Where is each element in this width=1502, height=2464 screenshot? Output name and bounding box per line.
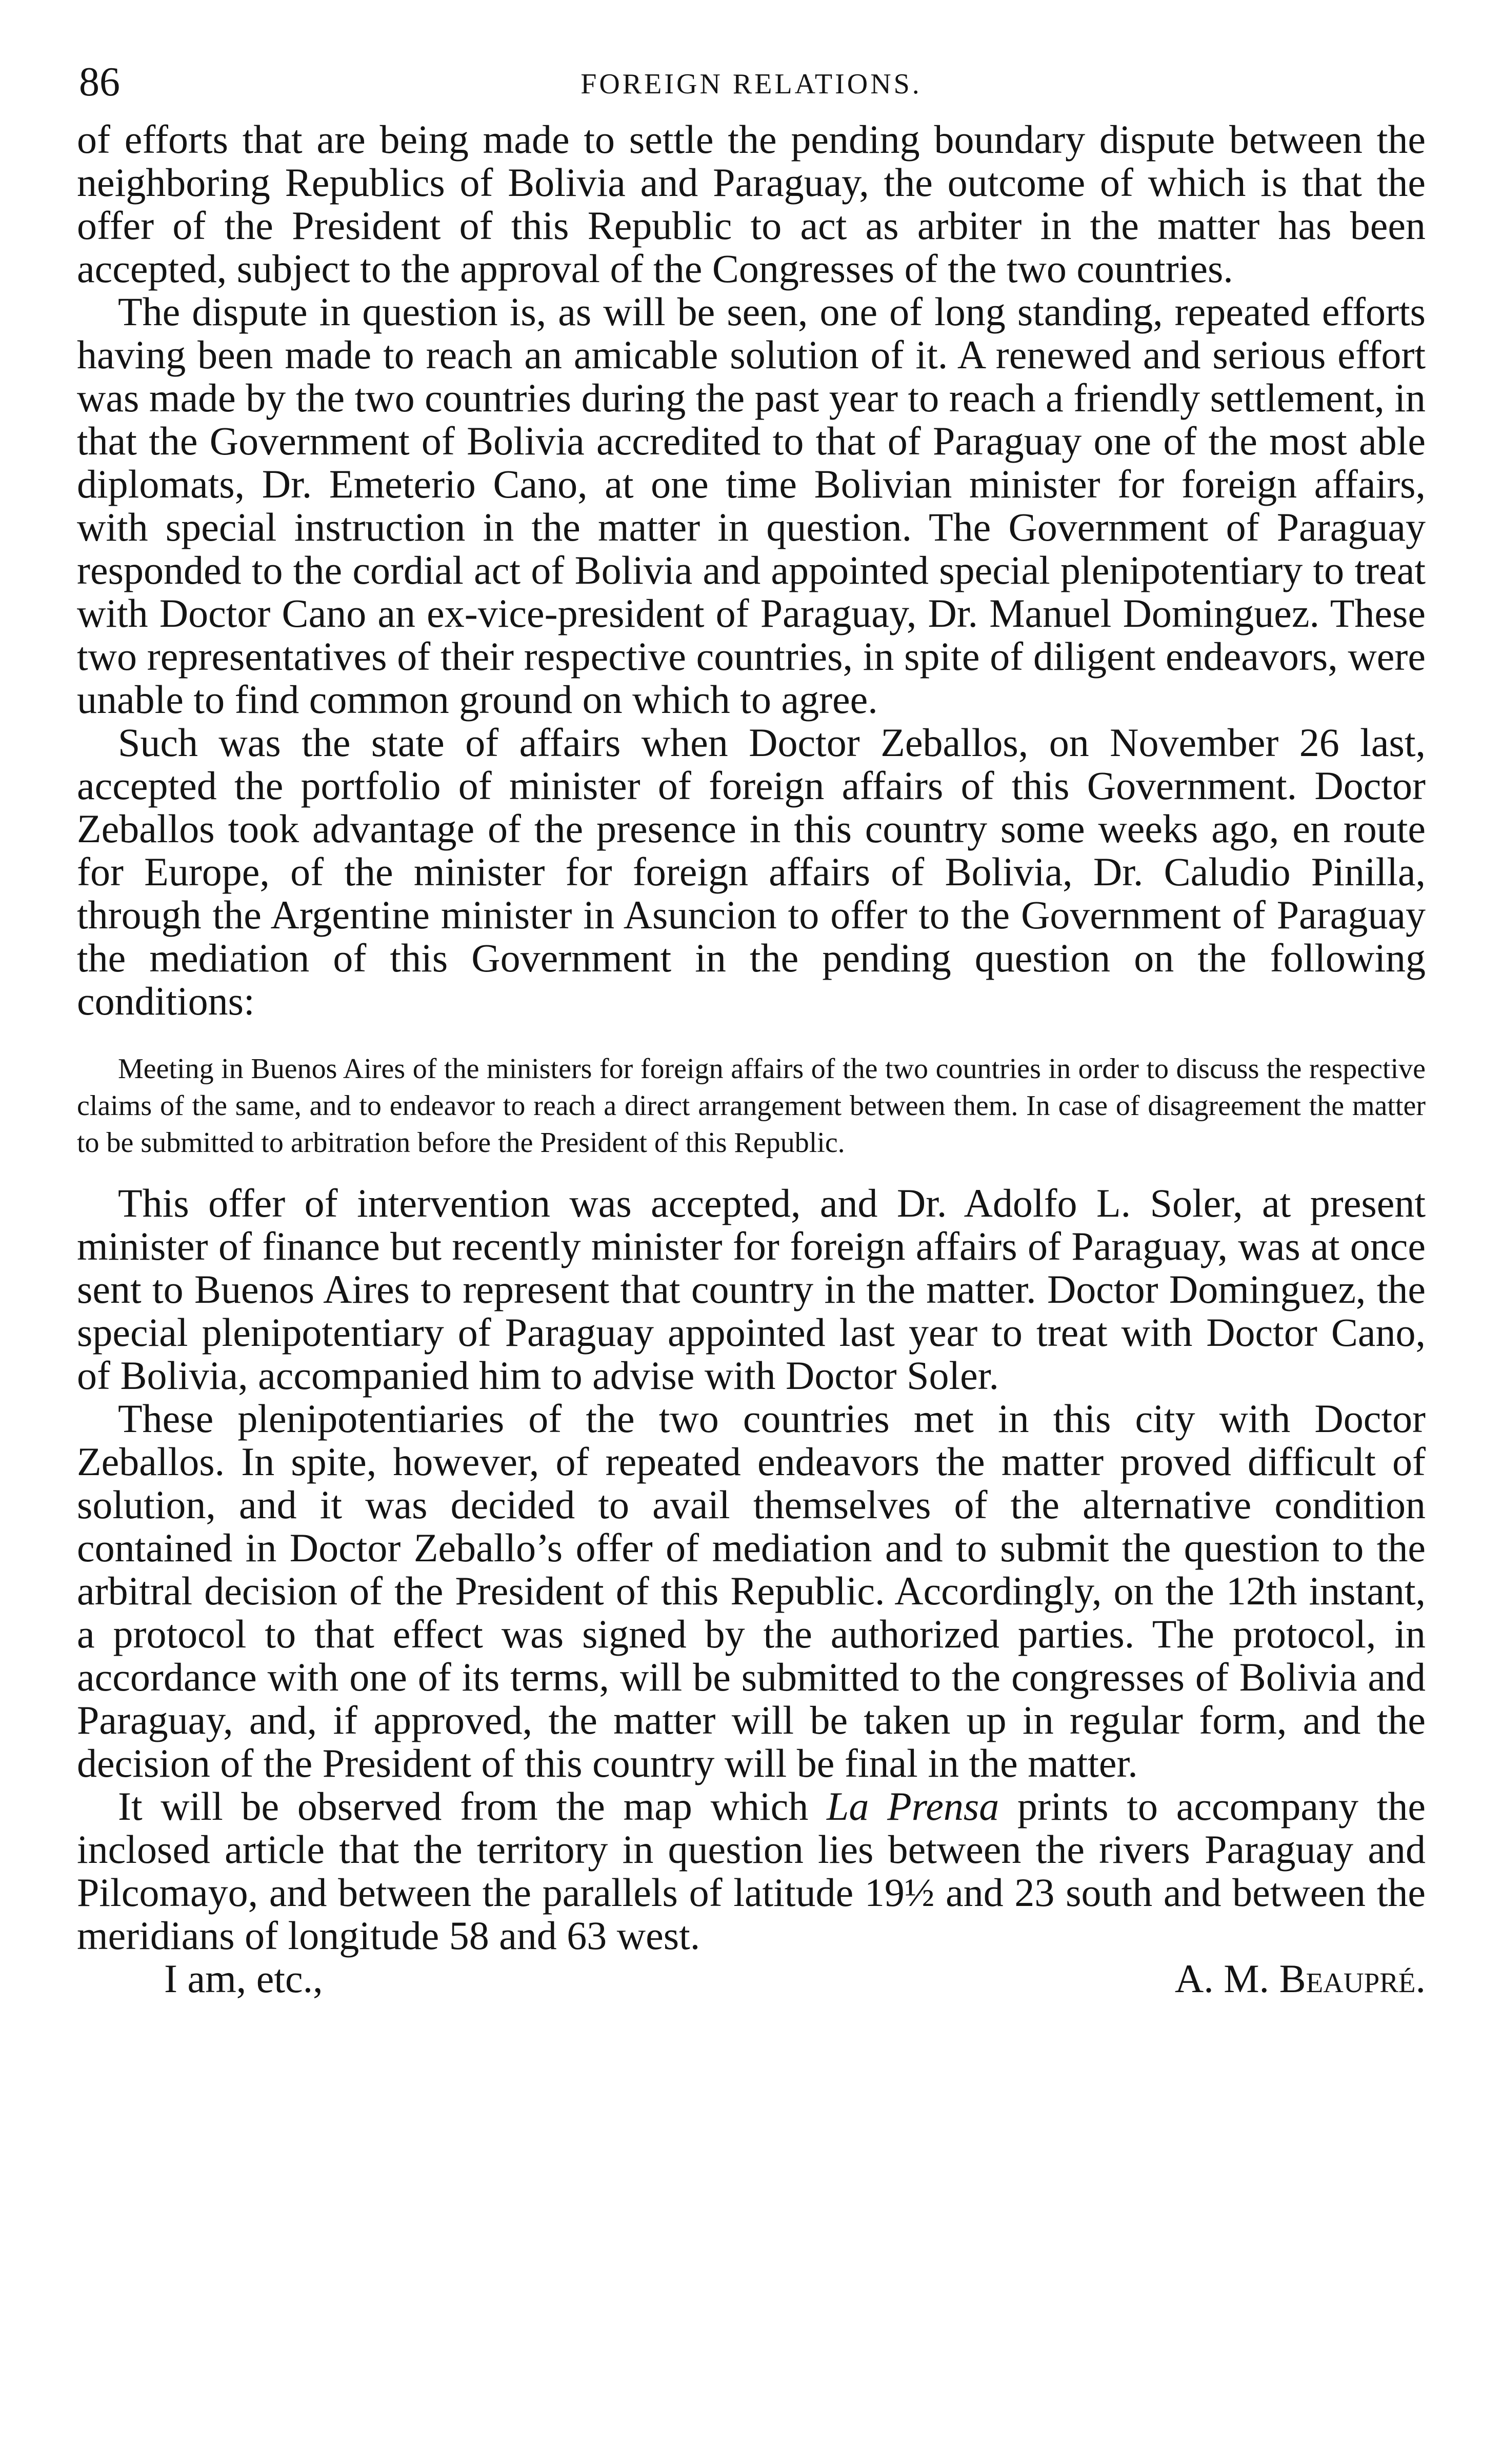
body-text [77,118,1426,1957]
paragraph-intervention: This offer of intervention was accepted, and Dr. Adolfo L. Soler, at present minister of finance but recently minister for foreign affairs of Paraguay, was at once sent to Buenos Aires to represent that country in the matter. Doctor Dominguez, the special plenipotentiary of Paraguay appointed last year to treat with Doctor Cano, of Bolivia, accompanied him to advise with Doctor Soler. [77,1181,1426,1398]
paragraph-dispute: The dispute in question is, as will be seen, one of long standing, repeated efforts having been made to reach an amicable solution of it. A renewed and serious effort was made by the two countries during the past year to reach a friendly settlement, in that the Government of Bolivia accredited to that of Paraguay one of the most able diplomats, Dr. Emeterio Cano, at one time Bolivian minister for foreign affairs, with special instruction in the matter in question. The Government of Paraguay responded to the cordial act of Bolivia and appointed special plenipotentiary to treat with Doctor Cano an ex-vice-president of Paraguay, Dr. Manuel Dominguez. These two representatives of their respective countries, in spite of diligent endeavors, were unable to find common ground on which to agree. [77,289,1426,722]
page-header [77,59,1426,118]
quoted-conditions: Meeting in Buenos Aires of the ministers for foreign affairs of the two countries in order to discuss the respective claims of the same, and to endeavor to reach a direct arrangement between them. In case of disagreement the matter to be submitted to arbitration before the President of this Republic. [77,1053,1426,1159]
map-text-after: prints to accompany the inclosed article that the territory in question lies between the rivers Paraguay and Pilcomayo, and between the parallels of latitude 19½ and 23 south and between the meridians of longitude 58 and 63 west. [77,1784,1426,1958]
page-number: 86 [79,59,120,105]
running-head: FOREIGN RELATIONS. [580,68,922,100]
paragraph-map [77,1785,1426,1957]
paragraph-plenipotentiaries: These plenipotentiaries of the two countries met in this city with Doctor Zeballos. In spite, however, of repeated endeavors the matter proved difficult of solution, and it was decided to avail themselves of the alternative condition contained in Doctor Zeballo’s offer of mediation and to submit the question to the arbitral decision of the President of this Republic. Accordingly, on the 12th instant, a protocol to that effect was signed by the authorized parties. The protocol, in accordance with one of its terms, will be submitted to the congresses of Bolivia and Paraguay, and, if approved, the matter will be taken up in regular form, and the decision of the President of this country will be final in the matter. [77,1396,1426,1785]
signature-initials: A. M. [1174,1956,1279,2001]
signature-name: Beaupré. [1279,1956,1426,2001]
signature [1175,1957,1426,2000]
paragraph-continuation: of efforts that are being made to settle the pending boundary dispute between the neighboring Republics of Bolivia and Paraguay, the outcome of which is that the offer of the President of this Republic to act as arbiter in the matter has been accepted, subject to the approval of the Congresses of the two countries. [77,117,1426,291]
document-page [77,59,1426,2003]
closing-salutation: I am, etc., [164,1956,323,2001]
newspaper-title: La Prensa [827,1784,999,1829]
paragraph-zeballos: Such was the state of affairs when Doctor Zeballos, on November 26 last, accepted the portfolio of minister of foreign affairs of this Government. Doctor Zeballos took advantage of the presence in this country some weeks ago, en route for Europe, of the minister for foreign affairs of Bolivia, Dr. Caludio Pinilla, through the Argentine minister in Asuncion to offer to the Government of Paraguay the mediation of this Government in the pending question on the following conditions: [77,720,1426,1023]
map-text-before: It will be observed from the map which [118,1784,827,1829]
closing [77,1957,1426,2003]
